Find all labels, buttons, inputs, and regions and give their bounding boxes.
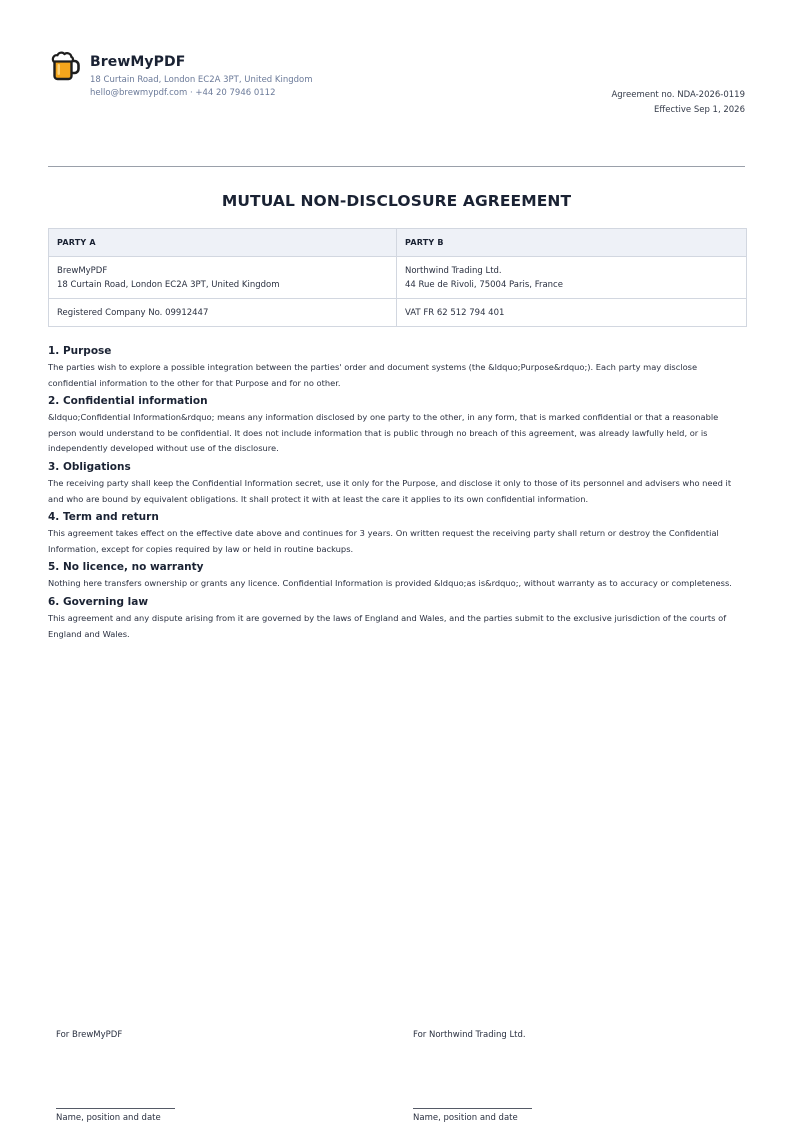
company-contact: hello@brewmypdf.com · +44 20 7946 0112 (90, 88, 276, 98)
clause-heading: 1. Purpose (48, 345, 112, 357)
signature-block-party-a (56, 1030, 356, 1123)
clause-no-licence (48, 560, 745, 592)
party-a-registration: Registered Company No. 09912447 (49, 299, 397, 327)
document-title: MUTUAL NON-DISCLOSURE AGREEMENT (221, 192, 572, 210)
signature-caption: Name, position and date (56, 1113, 161, 1123)
clause-body: This agreement takes effect on the effective date above and continues for 3 years. On written request the receiving party shall return or destroy the Confidential Information, except for copies required by law or held in routine backups. (48, 528, 719, 554)
clause-heading: 3. Obligations (48, 460, 131, 473)
clause-body: &ldquo;Confidential Information&rdquo; means any information disclosed by one party to the other, in any form, that is marked confidential or that a reasonable person would understand to be confidential. It does not include information that is public through no breach of this agreement, was already lawfully held, or is independently developed without use of the disclosure. (48, 412, 719, 454)
signature-caption: Name, position and date (413, 1113, 518, 1123)
clause-obligations (48, 460, 745, 507)
table-row (49, 299, 747, 327)
company-address: 18 Curtain Road, London EC2A 3PT, United Kingdom (90, 75, 313, 85)
document-page (48, 0, 745, 1123)
clause-governing-law (48, 595, 745, 642)
clause-body: Nothing here transfers ownership or grants any licence. Confidential Information is provided &ldquo;as is&rdquo;, without warranty as to accuracy or completeness. (48, 578, 732, 589)
party-b-name: Northwind Trading Ltd. (405, 265, 502, 276)
parties-header-row (49, 229, 747, 257)
signature-for-label: For BrewMyPDF (56, 1030, 123, 1040)
clause-term-and-return (48, 510, 745, 557)
signature-block-party-b (413, 1030, 713, 1123)
party-a-address: 18 Curtain Road, London EC2A 3PT, United Kingdom (57, 279, 280, 290)
party-a-name: BrewMyPDF (57, 265, 108, 276)
header-divider (48, 166, 745, 167)
clause-confidential-information (48, 394, 745, 457)
clause-heading: 5. No licence, no warranty (48, 561, 204, 574)
clause-body: The receiving party shall keep the Confidential Information secret, use it only for the Purpose, and disclose it only to those of its personnel and advisers who need it and who are bound by equivalent obligations. It shall protect it with at least the care it applies to its own confidential information. (48, 477, 732, 504)
clause-heading: 4. Term and return (48, 511, 159, 524)
party-a-header: PARTY A (49, 229, 397, 257)
party-b-address: 44 Rue de Rivoli, 75004 Paris, France (405, 279, 563, 290)
clause-heading: 6. Governing law (48, 595, 149, 608)
party-a-details (49, 257, 397, 299)
party-b-header: PARTY B (397, 229, 747, 257)
signature-line (56, 1108, 175, 1109)
party-b-details (397, 257, 747, 299)
table-row (49, 257, 747, 299)
clause-purpose (48, 344, 745, 391)
signature-line (413, 1108, 532, 1109)
clause-body: This agreement and any dispute arising from it are governed by the laws of England and Wales, and the parties submit to the exclusive jurisdiction of the courts of England and Wales. (48, 612, 727, 639)
company-name: BrewMyPDF (90, 54, 186, 70)
agreement-number: Agreement no. NDA-2026-0119 (611, 90, 745, 100)
signature-for-label: For Northwind Trading Ltd. (413, 1030, 526, 1040)
clause-heading: 2. Confidential information (48, 395, 208, 408)
agreement-clauses (48, 344, 745, 645)
party-b-registration: VAT FR 62 512 794 401 (397, 299, 747, 327)
parties-table (48, 228, 747, 327)
beer-mug-icon (50, 50, 80, 82)
effective-date: Effective Sep 1, 2026 (654, 105, 745, 115)
clause-body: The parties wish to explore a possible integration between the parties' order and document systems (the &ldquo;Purpose&rdquo;). Each party may disclose confidential information to the other for that Purpose and for no other. (48, 362, 698, 388)
letterhead (48, 48, 745, 128)
